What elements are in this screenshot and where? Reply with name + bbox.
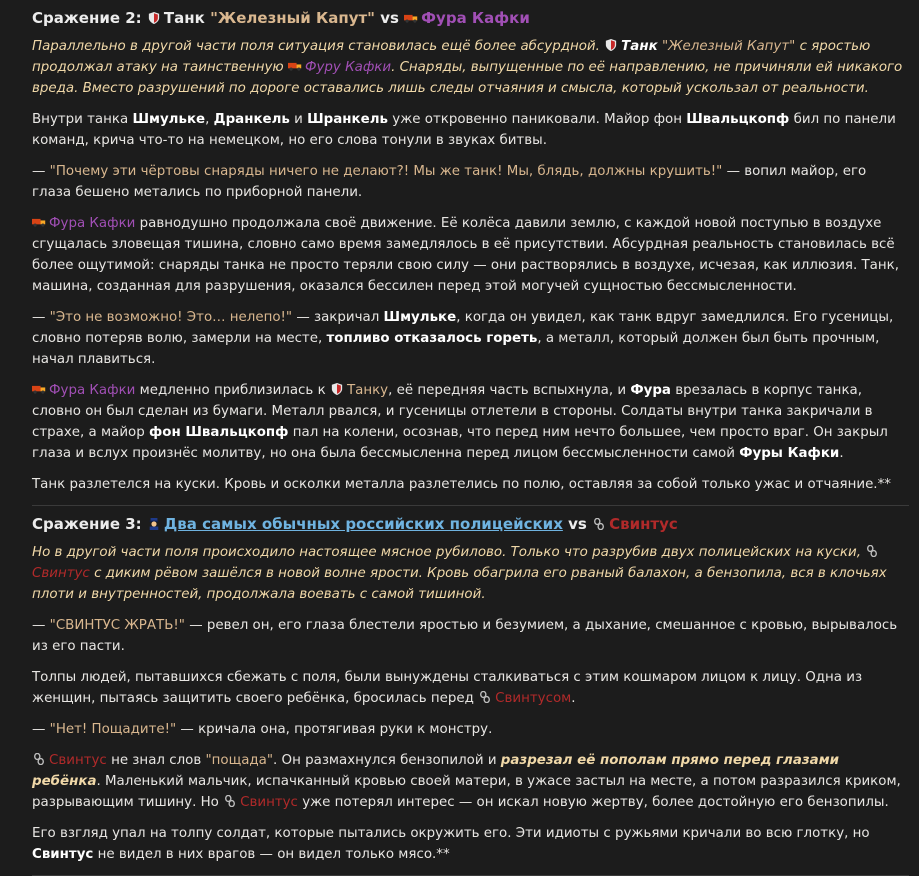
battle3-p1-dash: — xyxy=(32,618,46,633)
battle3-p5-text-a: Его взгляд упал на толпу солдат, которые пытались окружить его. Эти идиоты с ружьями кричали во всю глотку, но xyxy=(32,826,870,841)
battle2-tank-name: "Железный Капут" xyxy=(210,9,375,27)
battle3-intro-text-1: Но в другой части поля происходило настоящее мясное рубилово. Только что разрубив двух полицейских на куски, xyxy=(32,545,861,560)
battle2-intro-tank: Танк xyxy=(621,39,658,54)
section-divider xyxy=(32,505,909,506)
battle2-p4-text-b: , когда он увидел, как танк вдруг замедлился. Его гусеницы, словно потеряв волю, замерли на месте, xyxy=(32,310,894,346)
battle2-intro xyxy=(32,36,909,99)
battle2-p4-text-a: — закричал xyxy=(296,310,380,325)
shield-icon xyxy=(604,39,618,51)
battle2-paragraph-1: Внутри танка Шмульке, Дранкель и Шранкель уже откровенно паниковали. Майор фон Швальцкопф бил по панели команд, крича что-то на немецком, но его слова тонули в звуках битвы. xyxy=(32,112,896,148)
battle3-paragraph-3 xyxy=(32,719,909,740)
battle3-intro-text-2: с диким рёвом зашёлся в новой волне ярости. Кровь обагрила его рваный балахон, а бензопила, вся в клочьях плоти и внутренностей, продолжала воевать с самой тишиной. xyxy=(32,566,887,602)
battle3-intro-svintus: Свинтус xyxy=(32,566,90,581)
battle3-p4-svintus: Свинтус xyxy=(49,753,107,768)
chains-icon xyxy=(32,753,46,765)
truck-icon xyxy=(404,12,418,24)
battle2-p2-quote: "Почему эти чёртовы снаряды ничего не делают?! Мы же танк! Мы, блядь, должны крушить!" xyxy=(49,164,723,179)
battle2-vs: vs xyxy=(380,9,399,27)
shield-icon xyxy=(147,12,161,24)
battle2-intro-text-3: . Снаряды, выпущенные по её направлению, не причиняли ей никакого вреда. Вместо разрушений по дороге оставались лишь следы отчаяния и смысла, который ускользал от реальности. xyxy=(32,60,903,96)
truck-icon xyxy=(32,383,46,395)
battle3-p3-quote: "Нет! Пощадите!" xyxy=(49,722,177,737)
battle2-p5-fura-bold-2: Фуры Кафки xyxy=(739,446,840,461)
battle3-paragraph-4 xyxy=(32,750,909,813)
battle2-intro-fura: Фуру Кафки xyxy=(304,60,392,75)
battle3-p1-rest: — ревел он, его глаза блестели яростью и безумием, а дыхание, смешанное с кровью, вырывалось из его пасти. xyxy=(32,618,898,654)
battle2-p4-quote: "Это не возможно! Это… нелепо!" xyxy=(49,310,293,325)
name-shvaltskopf: фон Швальцкопф xyxy=(148,425,289,440)
chains-icon xyxy=(592,518,606,530)
battle3-p3-rest: — кричала она, протягивая руки к монстру. xyxy=(180,722,493,737)
battle2-p5-fura-bold: Фура xyxy=(630,383,671,398)
battle2-p5-text-c: врезалась в корпус танка, словно он был сделан из бумаги. Металл рвался, и гусеницы отлетели в стороны. Солдаты внутри танка закричали в страхе, а майор xyxy=(32,383,873,440)
battle2-heading xyxy=(32,6,909,30)
battle2-p1-text-b: уже откровенно паниковали. Майор фон xyxy=(392,112,682,127)
battle3-p3-dash: — xyxy=(32,722,46,737)
battle3-heading xyxy=(32,512,909,536)
battle3-intro xyxy=(32,542,909,605)
battle2-paragraph-3 xyxy=(32,213,909,297)
battle2-heading-prefix: Сражение 2: xyxy=(32,9,142,27)
battle3-police-name[interactable]: Два самых обычных российских полицейских xyxy=(163,515,563,533)
battle2-p2-dash: — xyxy=(32,164,46,179)
battle2-intro-text-2: с яростью продолжал атаку на таинственную xyxy=(32,39,871,75)
battle3-p1-quote: "СВИНТУС ЖРАТЬ!" xyxy=(49,618,185,633)
battle3-vs: vs xyxy=(568,515,587,533)
battle2-p3-fura: Фура Кафки xyxy=(49,216,136,231)
battle3-heading-prefix: Сражение 3: xyxy=(32,515,142,533)
name-shmulke: Шмульке xyxy=(383,310,457,325)
name-shmulke: Шмульке xyxy=(132,112,206,127)
chains-icon xyxy=(223,795,237,807)
battle2-p5-fura: Фура Кафки xyxy=(49,383,136,398)
battle2-p4-dash: — xyxy=(32,310,46,325)
battle3-p4-text-c: . Маленький мальчик, испачканный кровью своей матери, в ужасе застыл на месте, а потом разразился криком, разрывающим тишину. Но xyxy=(32,774,901,810)
chains-icon xyxy=(478,691,492,703)
battle2-p2-rest: — вопил майор, его глаза бешено метались по приборной панели. xyxy=(32,164,867,200)
battle2-paragraph-6 xyxy=(32,474,909,495)
battle2-paragraph-5 xyxy=(32,380,909,464)
battle3-paragraph-1 xyxy=(32,615,909,657)
battle2-p1-text-c: бил по панели команд, крича что-то на немецком, но его слова тонули в звуках битвы. xyxy=(32,112,896,148)
battle2-p5-text-d: пал на колени, осознав, что перед ним нечто большее, чем просто враг. Он закрыл глаза и вслух произнёс молитву, но она была бессмысленна перед лицом бессмысленности самой xyxy=(32,425,888,461)
truck-icon xyxy=(32,216,46,228)
battle2-p1-and: и xyxy=(294,112,303,127)
battle3-p2-svintus: Свинтусом xyxy=(495,691,572,706)
battle2-p4-bold: топливо отказалось гореть xyxy=(326,331,538,346)
battle3-p5-svintus: Свинтус xyxy=(32,847,94,862)
battle2-p5-text-b: , её передняя часть вспыхнула, и xyxy=(388,383,627,398)
battle2-tank-label: Танк xyxy=(163,9,205,27)
battle2-p1-text-a: Внутри танка xyxy=(32,112,129,127)
battle3-p4-text-a: не знал слов xyxy=(111,753,202,768)
battle3-p4-svintus-2: Свинтус xyxy=(240,795,298,810)
name-drankel: Дранкель xyxy=(213,112,290,127)
battle3-p4-text-d: уже потерял интерес — он искал новую жертву, более достойную его бензопилы. xyxy=(302,795,889,810)
battle2-paragraph-2 xyxy=(32,161,909,203)
battle3-p5-text-b: не видел в них врагов — он видел только мясо.** xyxy=(97,847,450,862)
name-shvaltskopf: Швальцкопф xyxy=(686,112,790,127)
truck-icon xyxy=(288,60,302,72)
battle3-p2-text-a: Толпы людей, пытавшихся сбежать с поля, были вынуждены сталкиваться с этим кошмаром лицом к лицу. Одна из женщин, пытаясь защитить своего ребёнка, бросилась перед xyxy=(32,670,863,706)
battle2-intro-tank-name: "Железный Капут" xyxy=(661,39,796,54)
battle2-p5-text-a: медленно приблизилась к xyxy=(139,383,326,398)
battle2-p4-text-c: , а металл, который должен был быть прочным, начал плавиться. xyxy=(32,331,880,367)
shield-icon xyxy=(330,383,344,395)
battle3-paragraph-5 xyxy=(32,823,909,865)
battle2-intro-text-1: Параллельно в другой части поля ситуация становилась ещё более абсурдной. xyxy=(32,39,600,54)
battle3-p4-emphasis: разрезал её пополам прямо перед глазами ребёнка xyxy=(32,753,840,789)
battle2-fura-name: Фура Кафки xyxy=(421,9,530,27)
battle2-p3-rest: равнодушно продолжала своё движение. Её колёса давили землю, с каждой новой поступью в воздухе сгущалась зловещая тишина, словно само время замедлялось в её присутствии. Абсурдная реальность становилась всё более ощутимой: снаряды танка не просто теряли свою силу — они растворялись в воздухе, исчезая, как иллюзия. Танк, машина, созданная для разрушения, оказался бессилен перед этой могучей сущностью бессмысленности. xyxy=(32,216,899,294)
battle3-p4-text-b: . Он размахнулся бензопилой и xyxy=(273,753,497,768)
battle3-svintus-name: Свинтус xyxy=(609,515,678,533)
battle2-p5-text-e: . xyxy=(839,446,844,461)
battle3-paragraph-2 xyxy=(32,667,909,709)
battle2-paragraph-4 xyxy=(32,307,909,370)
battle3-p2-text-b: . xyxy=(571,691,576,706)
police-officer-icon xyxy=(147,518,161,530)
chains-icon xyxy=(865,545,879,557)
battle3-p4-quote: "пощада" xyxy=(205,753,274,768)
battle2-p6-text: Танк разлетелся на куски. Кровь и осколки металла разлетелись по полю, оставляя за собой только ужас и отчаяние.** xyxy=(32,477,891,492)
name-shrankel: Шранкель xyxy=(307,112,388,127)
battle2-p5-tank: Танку xyxy=(346,383,389,398)
